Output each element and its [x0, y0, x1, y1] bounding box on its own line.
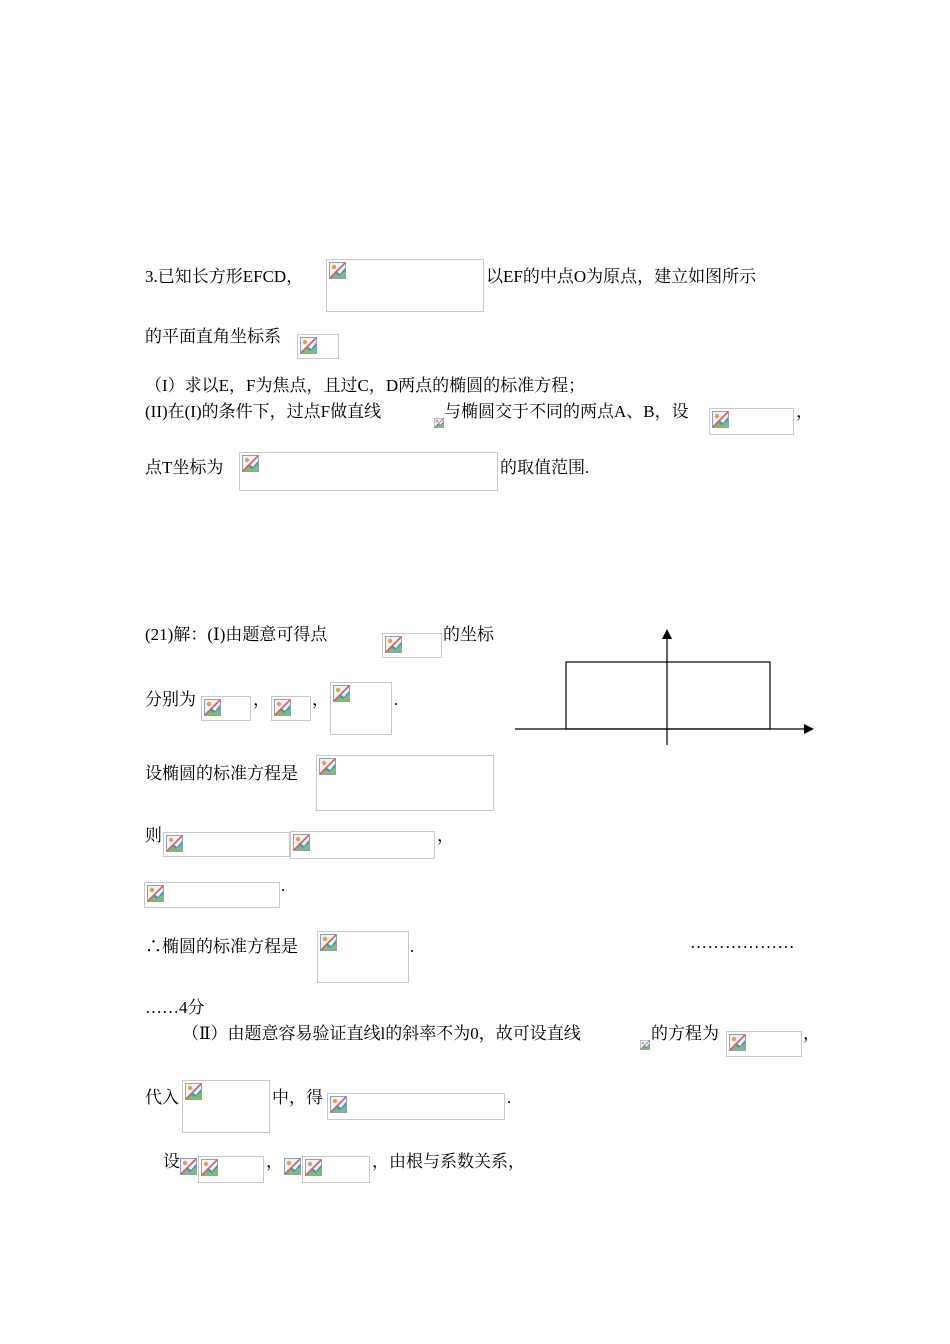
problem-part-2c: ，	[796, 402, 813, 421]
broken-image-icon	[274, 699, 291, 716]
formula-image	[330, 682, 392, 735]
formula-image	[382, 633, 442, 658]
solution-line-8a: （Ⅱ）由题意容易验证直线l的斜率不为0，故可设直线	[182, 1024, 581, 1043]
solution-line-3: 设椭圆的标准方程是	[145, 764, 298, 783]
formula-image	[302, 1156, 370, 1183]
problem-line-t-b: 的取值范围.	[500, 458, 590, 477]
solution-comma: ，	[803, 1024, 820, 1043]
broken-image-icon	[434, 413, 444, 433]
formula-image	[271, 696, 311, 721]
formula-image	[284, 1158, 302, 1182]
formula-image	[709, 408, 794, 435]
solution-comma: ，	[437, 826, 454, 845]
solution-period: .	[281, 876, 286, 895]
formula-image	[327, 1093, 505, 1120]
solution-period: .	[410, 937, 415, 956]
solution-line-8b: 的方程为	[651, 1024, 719, 1043]
solution-dots: ………………	[690, 933, 795, 952]
solution-comma: ，	[312, 690, 329, 709]
problem-line-t-a: 点T坐标为	[145, 458, 224, 477]
solution-line-4a: 则	[145, 826, 162, 845]
broken-image-icon	[201, 1159, 218, 1176]
broken-image-icon	[204, 699, 221, 716]
y-axis-arrow	[662, 629, 672, 639]
formula-image	[726, 1031, 802, 1057]
problem-line-1b: 以EF的中点O为原点，建立如图所示	[486, 267, 757, 286]
problem-part-2a: (II)在(I)的条件下，过点F做直线	[145, 402, 382, 421]
problem-line-2: 的平面直角坐标系	[145, 327, 281, 346]
broken-image-icon	[385, 636, 402, 653]
broken-image-icon	[729, 1034, 746, 1051]
broken-image-icon	[147, 885, 164, 902]
broken-image-icon	[284, 1158, 301, 1175]
broken-image-icon	[166, 835, 183, 852]
formula-image	[640, 1035, 650, 1055]
solution-period: .	[394, 690, 399, 709]
solution-comma: ，	[266, 1152, 283, 1171]
formula-image	[290, 831, 435, 859]
problem-line-1a: 3.已知长方形EFCD，	[145, 267, 304, 286]
solution-line-6a: ∴椭圆的标准方程是	[145, 937, 298, 956]
solution-line-9b: 中，得	[272, 1088, 323, 1107]
formula-image	[201, 696, 251, 721]
solution-line-9a: 代入	[145, 1088, 179, 1107]
solution-period: .	[507, 1088, 512, 1107]
x-axis-arrow	[804, 724, 814, 734]
solution-score: ……4分	[145, 998, 205, 1017]
formula-image	[198, 1156, 264, 1183]
broken-image-icon	[319, 758, 336, 775]
solution-line-1b: 的坐标	[443, 625, 494, 644]
formula-image	[316, 755, 494, 811]
broken-image-icon	[242, 455, 259, 472]
formula-image	[326, 259, 484, 312]
formula-image	[434, 413, 444, 433]
broken-image-icon	[300, 337, 317, 354]
solution-line-10b: ，由根与系数关系，	[372, 1152, 525, 1171]
formula-image	[144, 882, 280, 908]
broken-image-icon	[185, 1083, 202, 1100]
solution-comma: ，	[253, 690, 270, 709]
solution-line-1a: (21)解：(Ⅰ)由题意可得点	[145, 625, 328, 644]
formula-image	[182, 1080, 270, 1133]
formula-image	[317, 931, 409, 983]
solution-line-10a: 设	[163, 1152, 180, 1171]
broken-image-icon	[329, 262, 346, 279]
rectangle-efcd	[566, 662, 770, 729]
broken-image-icon	[333, 685, 350, 702]
coordinate-diagram	[512, 625, 817, 750]
formula-image	[180, 1158, 198, 1182]
formula-image	[239, 452, 498, 491]
broken-image-icon	[293, 834, 310, 851]
broken-image-icon	[305, 1159, 322, 1176]
solution-line-2a: 分别为	[145, 690, 196, 709]
formula-image	[163, 832, 290, 857]
broken-image-icon	[330, 1096, 347, 1113]
formula-image	[297, 334, 339, 359]
broken-image-icon	[640, 1035, 650, 1055]
broken-image-icon	[320, 934, 337, 951]
broken-image-icon	[712, 411, 729, 428]
broken-image-icon	[180, 1158, 197, 1175]
problem-part-1: （I）求以E，F为焦点，且过C，D两点的椭圆的标准方程；	[145, 376, 586, 395]
problem-part-2b: 与椭圆交于不同的两点A、B，设	[444, 402, 689, 421]
